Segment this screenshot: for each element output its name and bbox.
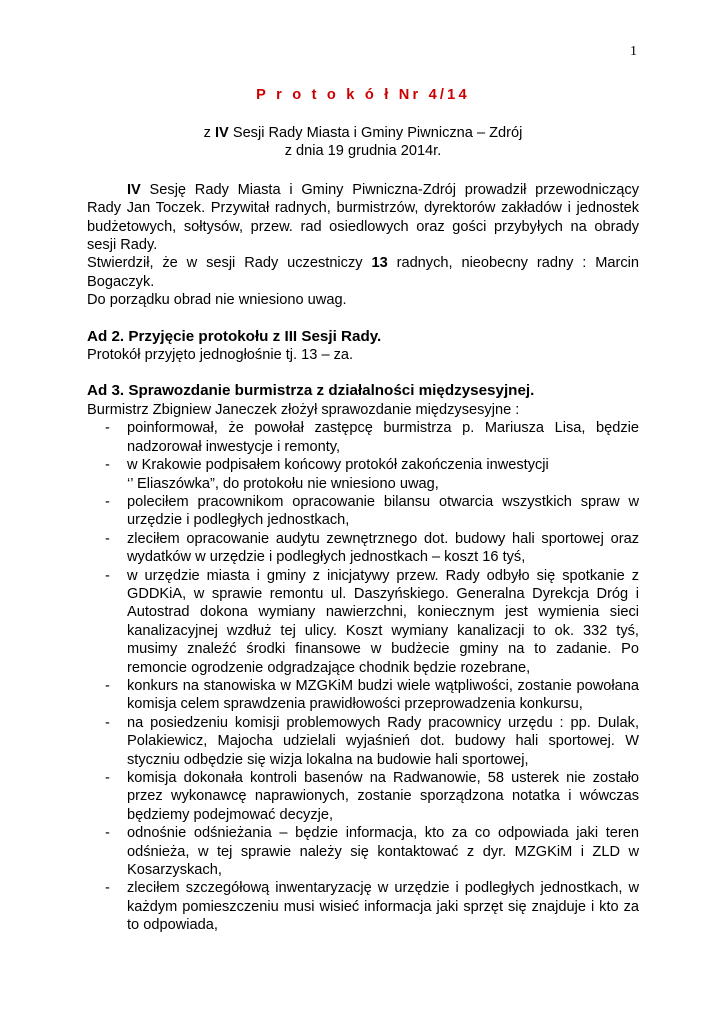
list-item-text: konkurs na stanowiska w MZGKiM budzi wiele wątpliwości, zostanie powołana komisja celem sprawdzenia prawidłowości przeprowadzenia konkursu, [127, 677, 639, 713]
intro-text: Sesję Rady Miasta i Gminy Piwniczna-Zdrój prowadził przewodniczący Rady Jan Toczek. Przywitał radnych, burmistrzów, dyrektorów zakładów i jednostek budżetowych, sołtysów, przew. rad osiedlowych oraz gości przybyłych na obrady sesji Rady. [87, 181, 639, 254]
list-item [87, 677, 639, 714]
attendance-after: radnych, nieobecny radny : Marcin Bogaczyk. [87, 255, 639, 290]
report-list [87, 419, 639, 934]
page-number: 1 [630, 44, 637, 59]
spacer [87, 364, 639, 382]
section2-heading: Ad 2. Przyjęcie protokołu z III Sesji Rady. [87, 327, 382, 345]
document-body [87, 86, 639, 935]
list-item-text: zleciłem opracowanie audytu zewnętrznego dot. budowy hali sportowej oraz wydatków w urzędzie i podległych jednostkach – koszt 16 tyś, [127, 530, 639, 566]
list-dash: - [105, 457, 110, 474]
list-dash: - [105, 880, 110, 897]
attendance-paragraph [87, 254, 639, 291]
list-item-text: odnośnie odśnieżania – będzie informacja, kto za co odpowiada jaki teren odśnieża, w tej sprawie należy się kontaktować z dyr. MZGKiM i ZLD w Kosarzyskach, [127, 825, 639, 879]
list-item [87, 714, 639, 769]
attendance-before: Stwierdził, że w sesji Rady uczestniczy [87, 255, 372, 272]
document-title: P r o t o k ó ł Nr 4/14 [256, 87, 470, 103]
list-dash: - [105, 714, 110, 731]
list-item-text: poleciłem pracownikom opracowanie bilansu otwarcia wszystkich spraw w urzędzie i podległych jednostkach, [127, 493, 639, 529]
list-dash: - [105, 770, 110, 786]
list-item-text: zleciłem szczegółową inwentaryzację w urzędzie i podległych jednostkach, w każdym pomieszczeniu musi wisieć informacja jaki sprzęt się znajduje i kto za to odpowiada, [127, 880, 639, 934]
list-item [87, 879, 639, 934]
list-item-text: na posiedzeniu komisji problemowych Rady pracownicy urzędu : pp. Dulak, Polakiewicz, Majocha udzielali wyjaśnień dot. budowy hali sportowej. W styczniu odbędzie się wizja lokalna na budowie hali sportowej, [127, 714, 639, 768]
section3-lead: Burmistrz Zbigniew Janeczek złożył sprawozdanie międzysesyjne : [87, 401, 520, 418]
list-item-text: w urzędzie miasta i gminy z inicjatywy przew. Rady odbyło się spotkanie z GDDKiA, w sprawie remontu ul. Daszyńskiego. Generalna Dyrekcja Dróg i Autostrad dokona wymiany nawierzchni, koniecznym jest wymienia sieci kanalizacyjnej wzdłuż tej ulicy. Koszt wymiany kanalizacji to ok. 332 tyś, musimy znaleźć środki finansowe w budżecie gminy na to zadanie. Po remoncie ogrodzenie odgradzające chodnik będzie rozebrane, [127, 567, 639, 676]
section2-text: Protokół przyjęto jednogłośnie tj. 13 – za. [87, 347, 354, 364]
list-item [87, 493, 639, 530]
list-item [87, 824, 639, 879]
list-dash: - [105, 530, 110, 547]
list-dash: - [105, 420, 110, 437]
list-item [87, 530, 639, 567]
attendance-count: 13 [371, 255, 388, 272]
intro-paragraph [87, 181, 639, 255]
session-number: IV [214, 125, 229, 141]
section3-heading: Ad 3. Sprawozdanie burmistrza z działalności międzysesyjnej. [87, 382, 535, 400]
spacer [87, 161, 639, 181]
list-item-text: komisja dokonała kontroli basenów na Radwanowie, 58 usterek nie zostało przez wykonawcę naprawionych, zostanie sporządzona notatka i wówczas będziemy podejmować decyzje, [127, 770, 639, 823]
session-prefix: z [203, 125, 215, 141]
list-item [87, 567, 639, 677]
session-name: Sesji Rady Miasta i Gminy Piwniczna – Zdrój [228, 125, 523, 141]
list-dash: - [105, 677, 110, 694]
spacer [87, 310, 639, 328]
list-item-text: w Krakowie podpisałem końcowy protokół zakończenia inwestycji [127, 457, 549, 474]
list-dash: - [105, 493, 110, 510]
list-item-continuation: ‘’ Eliaszówka”, do protokołu nie wniesiono uwag, [127, 475, 439, 492]
list-item-text: poinformował, że powołał zastępcę burmistrza p. Mariusza Lisa, będzie nadzorował inwestycje i remonty, [127, 420, 639, 455]
list-item [87, 456, 639, 493]
session-line [87, 124, 639, 142]
agenda-note: Do porządku obrad nie wniesiono uwag. [87, 292, 347, 309]
list-item [87, 769, 639, 824]
session-date: z dnia 19 grudnia 2014r. [284, 143, 442, 160]
list-dash: - [105, 825, 110, 842]
list-item [87, 419, 639, 456]
intro-session-number: IV [127, 181, 141, 198]
list-dash: - [105, 567, 110, 584]
